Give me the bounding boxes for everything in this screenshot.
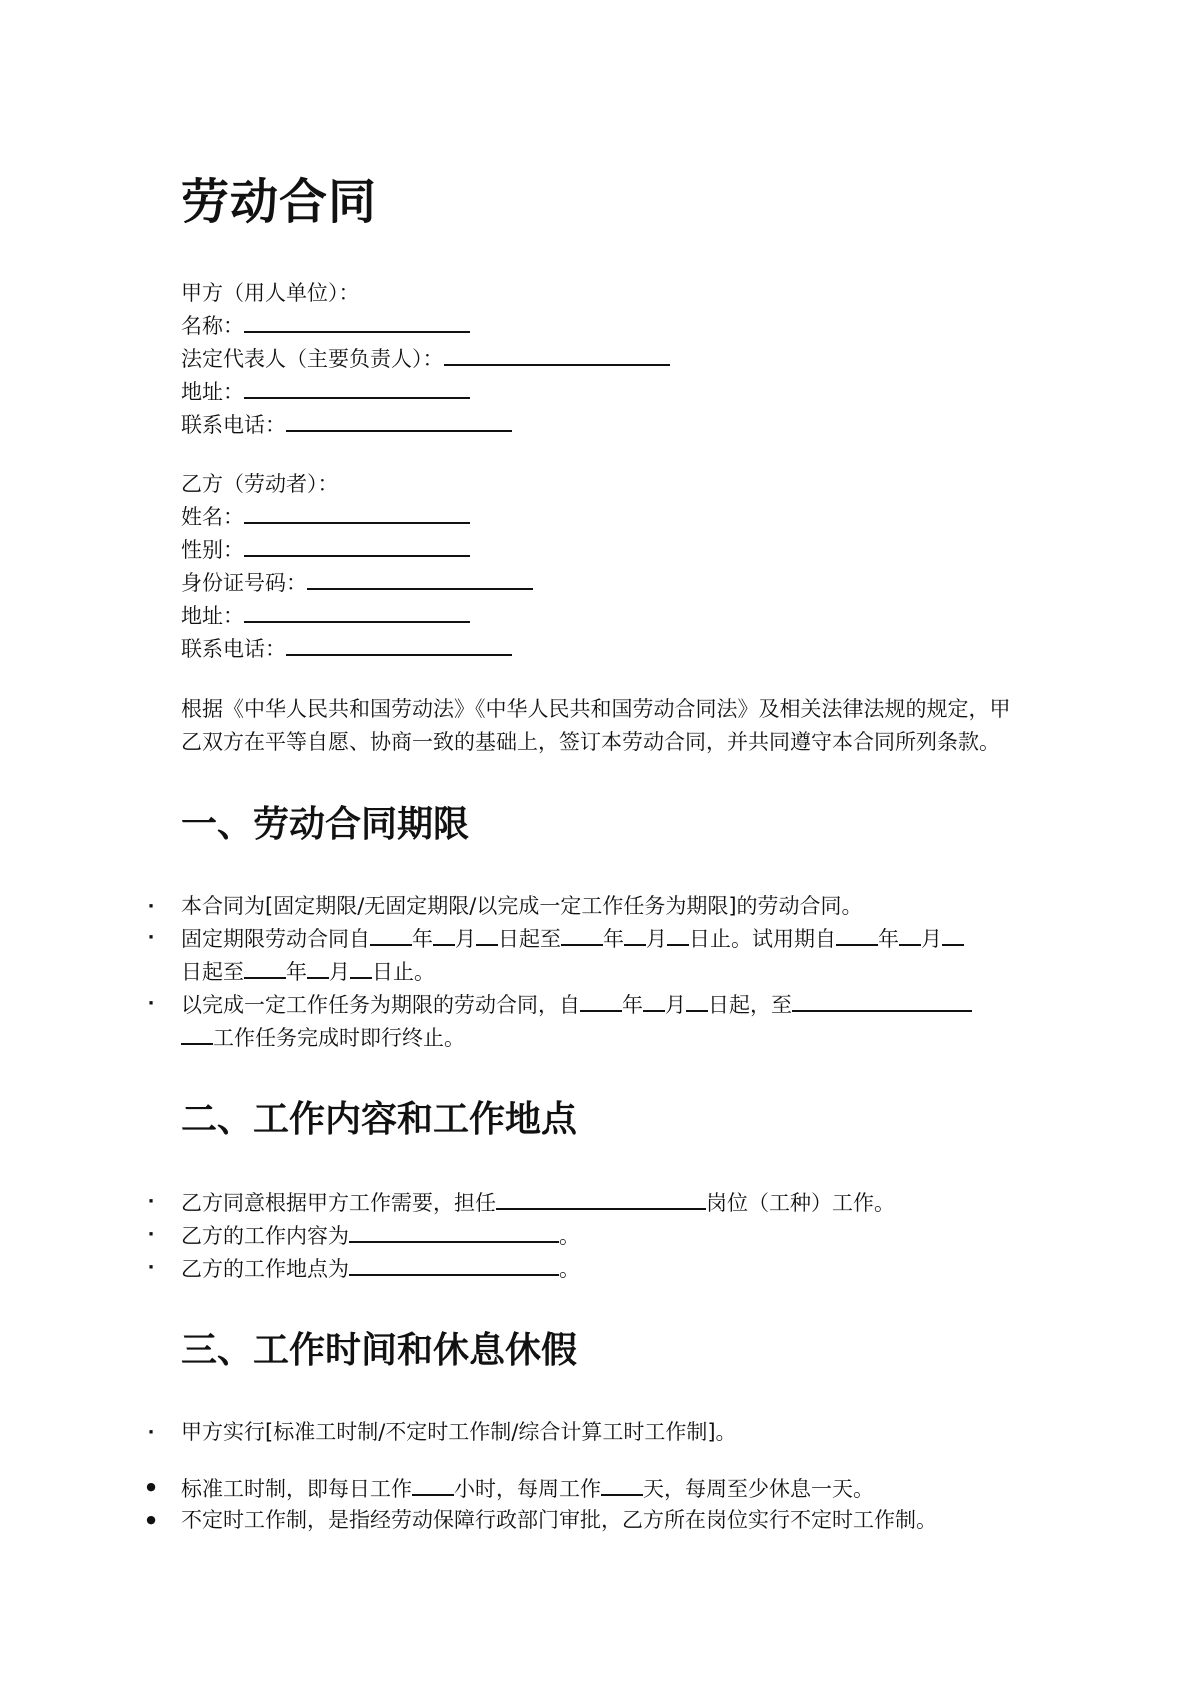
fill-in-blank <box>580 988 622 1012</box>
fill-in-blank <box>244 500 470 524</box>
bullet-item <box>181 1472 1011 1505</box>
section-heading-term: 一、劳动合同期限 <box>181 804 470 845</box>
section-heading-work-content: 二、工作内容和工作地点 <box>181 1099 578 1140</box>
field-label: 姓名： <box>181 505 244 529</box>
item-text: 日起，至 <box>708 993 792 1017</box>
list-marker <box>141 1252 161 1283</box>
item-text: 本合同为[固定期限/无固定期限/以完成一定工作任务为期限]的劳动合同。 <box>181 894 863 918</box>
item-text: 月 <box>921 927 942 951</box>
field-label: 地址： <box>181 380 244 404</box>
item-text: 天，每周至少休息一天。 <box>643 1477 874 1501</box>
fill-in-blank <box>624 922 646 946</box>
party-a-heading: 甲方（用人单位）： <box>181 281 360 305</box>
fill-in-blank <box>181 1021 213 1045</box>
list-marker <box>141 1219 161 1250</box>
party-b-block <box>181 469 1190 665</box>
fill-in-blank <box>370 922 412 946</box>
item-text: 日起至 <box>498 927 561 951</box>
list-marker <box>141 922 161 953</box>
party-a-address-field <box>181 375 1190 408</box>
fill-in-blank <box>349 1252 559 1276</box>
fill-in-blank <box>444 342 670 366</box>
fill-in-blank <box>286 408 512 432</box>
item-text: 。 <box>559 1224 580 1248</box>
item-text: 年 <box>622 993 643 1017</box>
item-text: 月 <box>646 927 667 951</box>
fill-in-blank <box>899 922 921 946</box>
list-item <box>181 1417 1011 1448</box>
party-a-phone-field <box>181 408 1190 441</box>
section-heading-work-hours: 三、工作时间和休息休假 <box>181 1330 578 1371</box>
item-text: 。 <box>559 1257 580 1281</box>
field-label: 联系电话： <box>181 637 286 661</box>
field-label: 名称： <box>181 314 244 338</box>
list-item <box>181 988 1011 1054</box>
fill-in-blank <box>496 1186 706 1210</box>
item-text: 甲方实行[标准工时制/不定时工作制/综合计算工时工作制]。 <box>181 1420 737 1444</box>
document-title: 劳动合同 <box>181 174 378 230</box>
preamble-paragraph: 根据《中华人民共和国劳动法》《中华人民共和国劳动合同法》及相关法律法规的规定，甲乙双方在平等自愿、协商一致的基础上，签订本劳动合同，并共同遵守本合同所列条款。 <box>181 697 1011 754</box>
field-label: 性别： <box>181 538 244 562</box>
fill-in-blank <box>244 599 470 623</box>
item-text: 年 <box>878 927 899 951</box>
party-a-block <box>181 278 1190 441</box>
item-text: 岗位（工种）工作。 <box>706 1191 895 1215</box>
item-text: 日止。 <box>372 960 435 984</box>
item-text: 乙方的工作地点为 <box>181 1257 349 1281</box>
list-marker <box>141 1417 161 1448</box>
item-text: 不定时工作制，是指经劳动保障行政部门审批，乙方所在岗位实行不定时工作制。 <box>181 1508 937 1532</box>
item-text: 年 <box>603 927 624 951</box>
bullet-marker <box>141 1505 161 1538</box>
party-b-gender-field <box>181 533 1190 566</box>
fill-in-blank <box>433 922 455 946</box>
item-text: 年 <box>412 927 433 951</box>
fill-in-blank <box>476 922 498 946</box>
party-b-id-field <box>181 566 1190 599</box>
list-item <box>181 1252 1011 1285</box>
fill-in-blank <box>836 922 878 946</box>
party-a-rep-field <box>181 342 1190 375</box>
item-text: 月 <box>455 927 476 951</box>
item-text: 日止。试用期自 <box>689 927 836 951</box>
bullet-marker <box>141 1472 161 1505</box>
fill-in-blank <box>412 1472 454 1496</box>
fill-in-blank <box>244 533 470 557</box>
fill-in-blank <box>942 922 964 946</box>
fill-in-blank <box>601 1472 643 1496</box>
list-item <box>181 922 1011 988</box>
party-b-heading: 乙方（劳动者）： <box>181 472 339 496</box>
bullet-item <box>181 1505 1011 1536</box>
field-label: 地址： <box>181 604 244 628</box>
fill-in-blank <box>792 988 972 1012</box>
item-text: 年 <box>286 960 307 984</box>
field-label: 法定代表人（主要负责人）： <box>181 347 444 371</box>
fill-in-blank <box>686 988 708 1012</box>
fill-in-blank <box>350 955 372 979</box>
field-label: 身份证号码： <box>181 571 307 595</box>
fill-in-blank <box>561 922 603 946</box>
item-text: 工作任务完成时即行终止。 <box>213 1026 465 1050</box>
list-marker <box>141 1186 161 1217</box>
fill-in-blank <box>307 566 533 590</box>
item-text: 小时，每周工作 <box>454 1477 601 1501</box>
fill-in-blank <box>667 922 689 946</box>
item-text: 乙方同意根据甲方工作需要，担任 <box>181 1191 496 1215</box>
fill-in-blank <box>244 375 470 399</box>
list-marker <box>141 988 161 1019</box>
fill-in-blank <box>643 988 665 1012</box>
list-item <box>181 1219 1011 1252</box>
item-text: 固定期限劳动合同自 <box>181 927 370 951</box>
party-b-name-field <box>181 500 1190 533</box>
fill-in-blank <box>244 955 286 979</box>
item-text: 月 <box>665 993 686 1017</box>
party-b-address-field <box>181 599 1190 632</box>
fill-in-blank <box>286 632 512 656</box>
party-a-name-field <box>181 309 1190 342</box>
list-item <box>181 1186 1011 1219</box>
item-text: 日起至 <box>181 960 244 984</box>
list-marker <box>141 891 161 922</box>
item-text: 乙方的工作内容为 <box>181 1224 349 1248</box>
fill-in-blank <box>349 1219 559 1243</box>
item-text: 月 <box>329 960 350 984</box>
list-item <box>181 891 1011 922</box>
party-b-phone-field <box>181 632 1190 665</box>
fill-in-blank <box>307 955 329 979</box>
item-text: 以完成一定工作任务为期限的劳动合同，自 <box>181 993 580 1017</box>
item-text: 标准工时制，即每日工作 <box>181 1477 412 1501</box>
fill-in-blank <box>244 309 470 333</box>
field-label: 联系电话： <box>181 413 286 437</box>
